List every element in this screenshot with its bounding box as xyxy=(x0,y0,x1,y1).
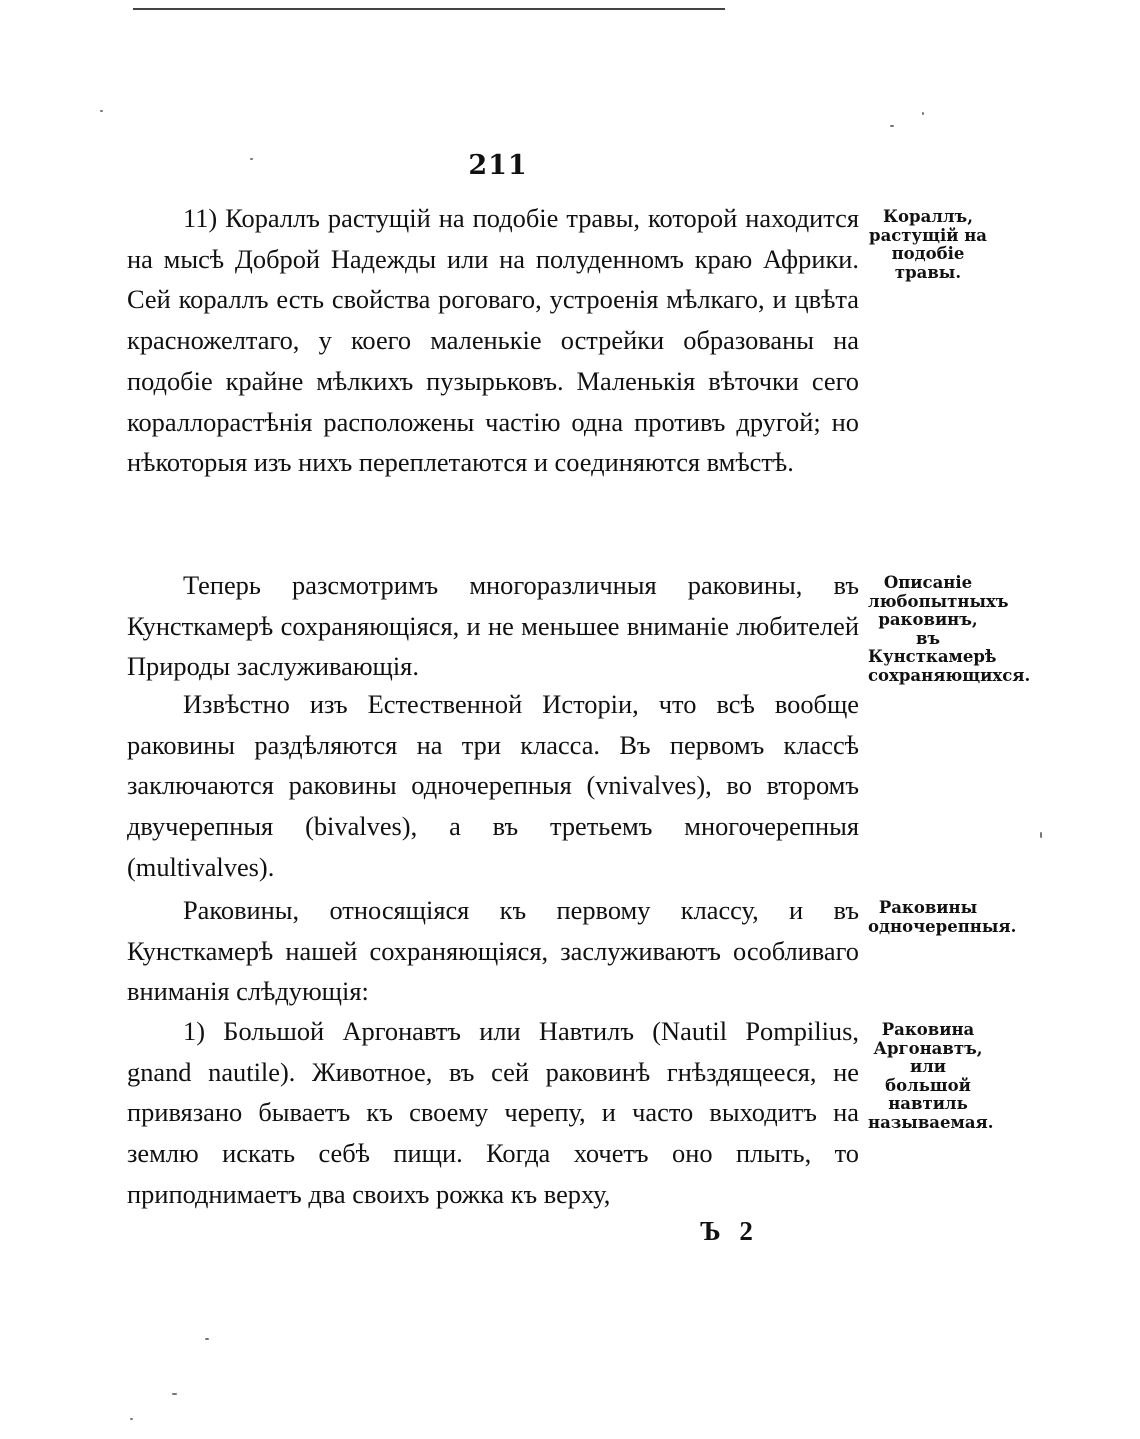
catchword-signature: Ъ 2 xyxy=(700,1216,759,1246)
paragraph-univalves: Раковины, относящіяся къ первому классу, и въ Кунсткамерѣ нашей сохраняющіяся, заслуживаютъ особливаго вниманія слѣдующія: xyxy=(127,895,859,1007)
margin-note-coral: Кораллъ, растущій на подобіе травы. xyxy=(869,207,987,282)
print-speck xyxy=(100,110,103,112)
paragraph-shell-classes: Извѣстно изъ Естественной Исторіи, что всѣ вообще раковины раздѣляются на три класса. Въ первомъ классѣ заключаются раковины одночерепныя (vnivalves), во второмъ двучерепныя (bivalves), а въ третьемъ многочерепныя (multivalves). xyxy=(127,689,859,882)
print-speck xyxy=(250,158,253,160)
margin-note-argonaut: Раковина Аргонавтъ, или большой навтиль называемая. xyxy=(868,1020,994,1132)
paragraph-argonaut: 1) Большой Аргонавтъ или Навтилъ (Nautil Pompilius, gnand nautile). Животное, въ сей раковинѣ гнѣздящееся, не привязано бываетъ къ своему черепу, и часто выходитъ на землю искать себѣ пищи. Когда хочетъ оно плыть, то приподнимаетъ два своихъ рожка къ верху, xyxy=(127,1016,859,1209)
page-number: 211 xyxy=(468,150,528,181)
margin-note-shells-description: Описаніе любопытныхъ раковинъ, въ Кунсткамерѣ сохраняющихся. xyxy=(868,573,1031,685)
paragraph-coral: 11) Кораллъ растущій на подобіе травы, которой находится на мысѣ Доброй Надежды или на полуденномъ краю Африки. Сей кораллъ есть свойства роговаго, устроенія мѣлкаго, и цвѣта красножелтаго, у коего маленькіе острейки образованы на подобіе крайне мѣлкихъ пузырьковъ. Маленькія вѣточки сего кораллорастѣнія расположены частію одна противъ другой; но нѣкоторыя изъ нихъ переплетаются и соединяются вмѣстѣ. xyxy=(127,203,859,478)
top-rule xyxy=(133,8,725,10)
print-speck xyxy=(172,1393,177,1395)
print-speck xyxy=(130,1418,133,1420)
print-speck xyxy=(1040,832,1042,838)
paragraph-shells-intro: Теперь разсмотримъ многоразличныя раковины, въ Кунсткамерѣ сохраняющіяся, и не меньшее вниманіе любителей Природы заслуживающія. xyxy=(127,570,859,682)
print-speck xyxy=(890,125,894,127)
margin-note-univalves: Раковины одночерепныя. xyxy=(868,898,1017,936)
print-speck xyxy=(205,1338,209,1340)
print-speck xyxy=(922,112,924,115)
